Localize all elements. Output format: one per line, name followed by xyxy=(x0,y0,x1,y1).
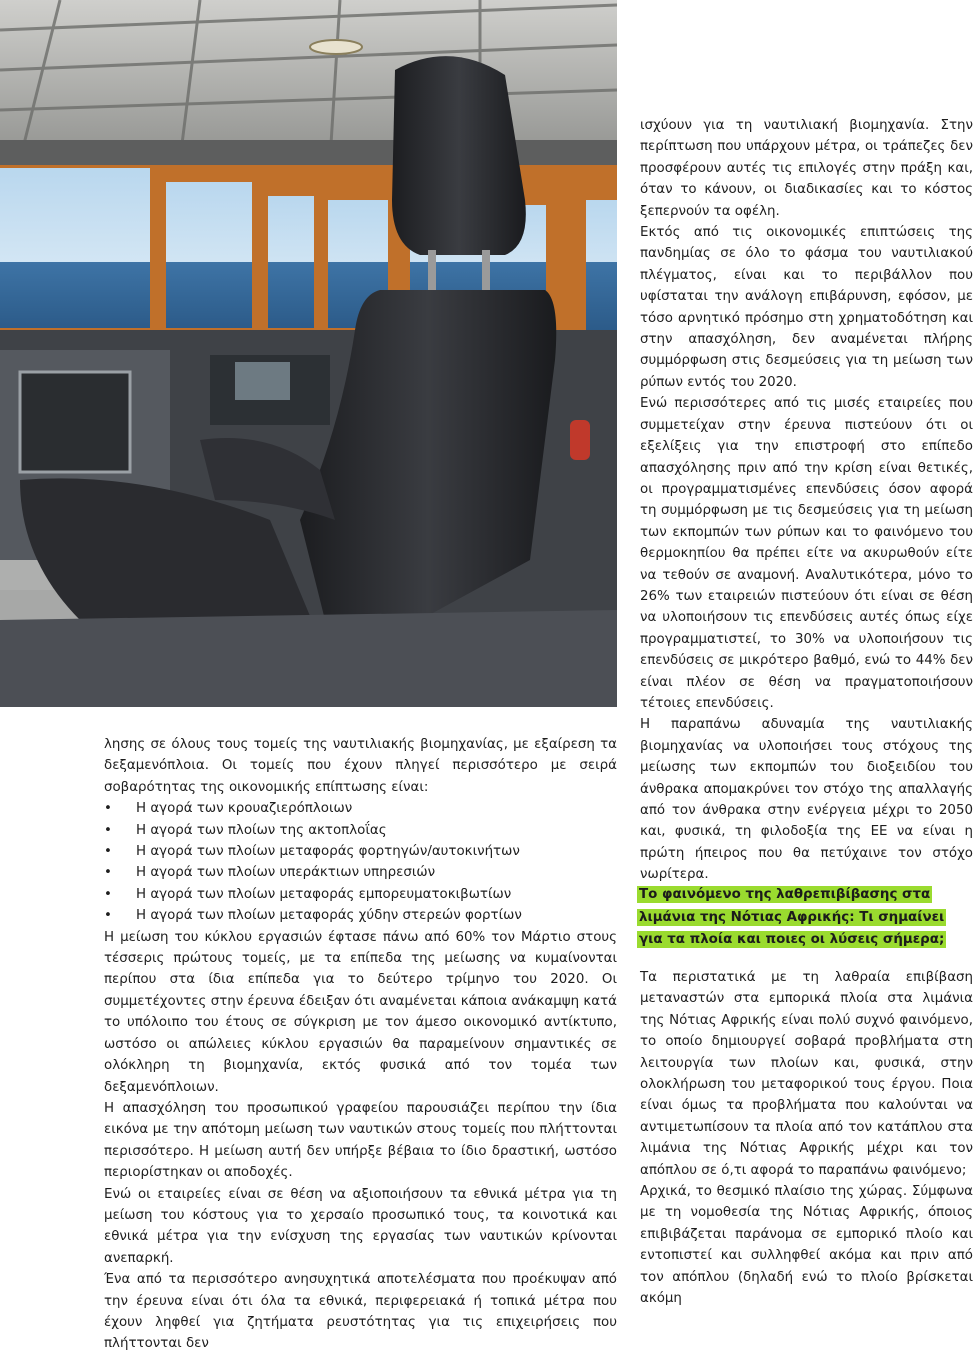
section-heading-text: Το φαινόμενο της λαθρεπιβίβασης στα λιμάνια της Νότιας Αφρικής: Τι σημαίνει για τα πλοία και ποιες οι λύσεις σήμερα; xyxy=(639,887,945,947)
ship-bridge-photo xyxy=(0,0,617,707)
section-paragraph: Τα περιστατικά με τη λαθραία επιβίβαση μεταναστών στα εμπορικά πλοία στα λιμάνια της Νότιας Αφρικής είναι πολύ συχνό φαινόμενο, το οποίο δημιουργεί σοβαρά προβλήματα στη λειτουργία των πλοίων και, φυσικά, στην ολοκλήρωση του μεταφορικού τους έργου. Ποια είναι όμως τα προβλήματα που καλούνται να αντιμετωπίσουν τα πλοία από τον κατάπλου στα λιμάνια της Νότιας Αφρικής μέχρι και τον απόπλου σε ό,τι αφορά το παραπάνω φαινόμενο; xyxy=(640,970,973,1178)
right-paragraph: Εκτός από τις οικονομικές επιπτώσεις της πανδημίας σε όλο το φάσμα του ναυτιλιακού πλέγματος, είναι και το περιβάλλον που υφίσταται την ανάλογη επιβάρυνση, εφόσον, με τόσο αρνητικό πρόσημο στη χρηματοδότηση και στην απασχόληση, δεν αναμένεται πλήρης συμμόρφωση στις δεσμεύσεις για τη μείωση των ρύπων εντός του 2020. xyxy=(640,225,973,390)
list-item: • Η αγορά των πλοίων της ακτοπλοΐας xyxy=(104,820,617,841)
affected-sectors-list xyxy=(104,798,617,926)
right-paragraph: Ενώ περισσότερες από τις μισές εταιρείες που συμμετείχαν στην έρευνα πιστεύουν ότι οι εξελίξεις για την επιστροφή στο επίπεδο απασχόλησης πριν από την κρίση είναι θετικές, οι προγραμματισμένες επενδύσεις όσον αφορά τη συμμόρφωση με τις δεσμεύσεις για τη μείωση των εκπομπών των ρύπων και το φαινόμενο του θερμοκηπίου θα πρέπει είτε να ακυρωθούν είτε να τεθούν σε αναμονή. Αναλυτικότερα, μόνο το 26% των εταιρειών πιστεύουν ότι είναι σε θέση να υλοποιήσουν τις επενδύσεις αυτές όπως είχε προγραμματιστεί, το 30% να υλοποιήσουν τις επενδύσεις σε μικρότερο βαθμό, ενώ το 44% δεν είναι πλέον σε θέση να πραγματοποιήσουν τέτοιες επενδύσεις. xyxy=(640,396,973,711)
section-heading xyxy=(637,884,949,952)
left-intro-paragraph: λησης σε όλους τους τομείς της ναυτιλιακής βιομηχανίας, με εξαίρεση τα δεξαμενόπλοια. Οι τομείς που έχουν πληγεί περισσότερο με σειρά σοβαρότητας της οικονομικής επίπτωσης είναι: xyxy=(104,737,617,795)
right-paragraph: Η παραπάνω αδυναμία της ναυτιλιακής βιομηχανίας να υλοποιήσει τους στόχους της μείωσης των εκπομπών του διοξειδίου του άνθρακα απομακρύνει τον στόχο της απαλλαγής από τον άνθρακα στην ενέργεια μέχρι το 2050 και, φυσικά, τη φιλοδοξία της ΕΕ να είναι η πρώτη ήπειρος που θα πετύχαινε τον στόχο νωρίτερα. xyxy=(640,717,973,883)
right-text-column xyxy=(640,115,973,886)
section-paragraph: Αρχικά, το θεσμικό πλαίσιο της χώρας. Σύμφωνα με τη νομοθεσία της Νότιας Αφρικής, όποιος επιβιβάζεται παράνομα σε εμπορικό πλοίο και εντοπιστεί και συλληφθεί ακόμα και πριν από τον απόπλου (δηλαδή ενώ το πλοίο βρίσκεται ακόμη xyxy=(640,1184,973,1307)
right-paragraph: ισχύουν για τη ναυτιλιακή βιομηχανία. Στην περίπτωση που υπάρχουν μέτρα, οι τράπεζες δεν προσφέρουν αυτές τις επιλογές στην πράξη και, όταν το κάνουν, οι διαδικασίες και το κόστος ξεπερνούν τα οφέλη. xyxy=(640,118,973,219)
section-body-column xyxy=(640,967,973,1310)
list-item: • Η αγορά των πλοίων μεταφοράς χύδην στερεών φορτίων xyxy=(104,905,617,926)
left-paragraph: Ενώ οι εταιρείες είναι σε θέση να αξιοποιήσουν τα εθνικά μέτρα για τη μείωση του κόστους για το χερσαίο προσωπικό τους, τα κοινοτικά και εθνικά μέτρα για την ενίσχυση της εργασίας των ναυτικών κρίνονται ανεπαρκή. xyxy=(104,1186,617,1266)
left-paragraph: Ένα από τα περισσότερο ανησυχητικά αποτελέσματα που προέκυψαν από την έρευνα είναι ότι όλα τα εθνικά, περιφερειακά ή τοπικά μέτρα που έχουν ληφθεί για ζητήματα ρευστότητας για τις επιχειρήσεις που πλήττονται δεν xyxy=(104,1272,617,1352)
left-text-column xyxy=(104,734,617,1355)
list-item: • Η αγορά των πλοίων υπεράκτιων υπηρεσιών xyxy=(104,862,617,883)
list-item: • Η αγορά των πλοίων μεταφοράς φορτηγών/αυτοκινήτων xyxy=(104,841,617,862)
left-paragraph: Η απασχόληση του προσωπικού γραφείου παρουσιάζει περίπου την ίδια εικόνα με την απότομη μείωση των ναυτικών στους τομείς που πλήττονται περισσότερο. Η μείωση αυτή δεν υπήρξε βέβαια το ίδιο δραστική, ωστόσο περιορίστηκαν οι αποδοχές. xyxy=(104,1100,617,1181)
list-item: • Η αγορά των πλοίων μεταφοράς εμπορευματοκιβωτίων xyxy=(104,884,617,905)
ship-bridge-chair-photo-icon xyxy=(0,0,617,707)
list-item: • Η αγορά των κρουαζιερόπλοιων xyxy=(104,798,617,819)
left-paragraph: Η μείωση του κύκλου εργασιών έφτασε πάνω από 60% τον Μάρτιο στους τέσσερις πρώτους τομείς, με τα επίπεδα της μείωσης να κυμαίνονται περίπου στα ίδια επίπεδα για το δεύτερο τρίμηνο του 2020. Οι συμμετέχοντες στην έρευνα έδειξαν ότι αναμένεται κάποια ανάκαμψη κατά το υπόλοιπο του έτους σε σύγκριση με τον άμεσο οικονομικό αντίκτυπο, ωστόσο οι απώλειες κύκλου εργασιών θα παραμείνουν σημαντικές σε ολόκληρη τη βιομηχανία, εκτός φυσικά από τον τομέα των δεξαμενόπλοιων. xyxy=(104,929,617,1095)
